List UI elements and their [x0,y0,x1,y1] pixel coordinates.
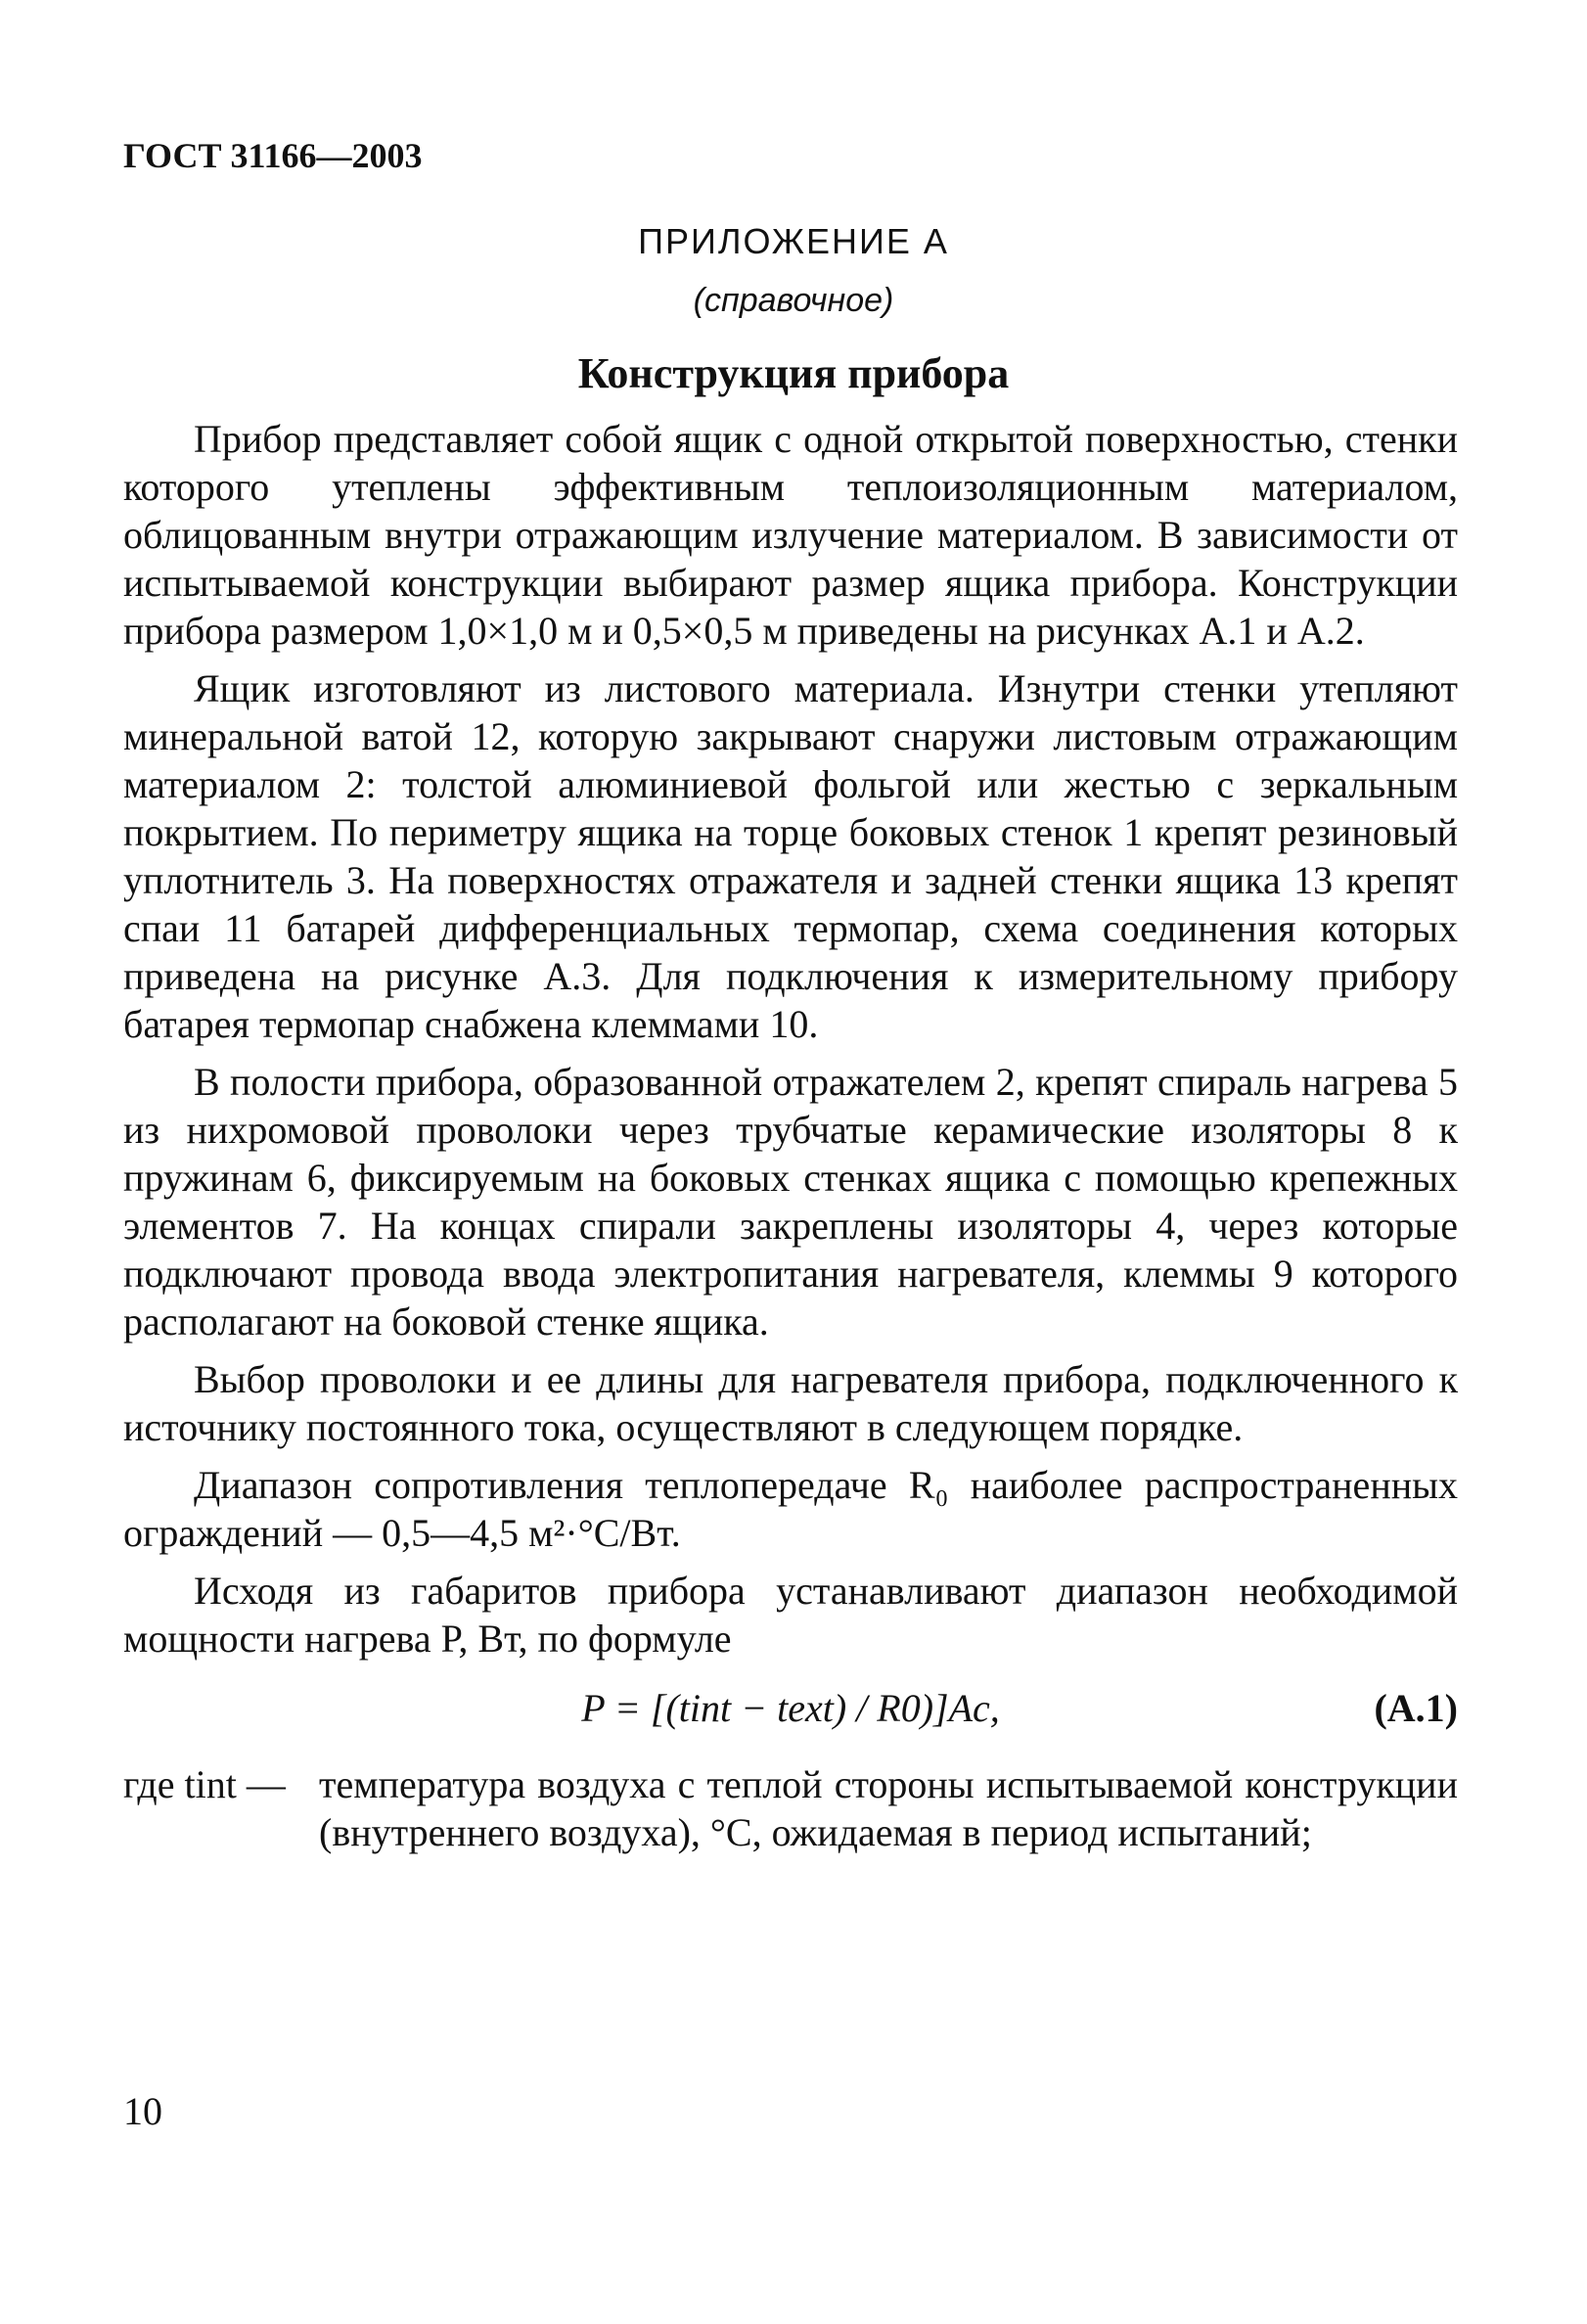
paragraph-1: Прибор представляет собой ящик с одной открытой поверхностью, стенки которого утеплены эффективным теплоизоляционным материалом, облицованным внутри отражающим излучение материалом. В зависимости от испытываемой конструкции выбирают размер ящика прибора. Конструкции прибора размером 1,0×1,0 м и 0,5×0,5 м приведены на рисунках А.1 и А.2. [123,417,1458,653]
paragraph-3: В полости прибора, образованной отражателем 2, крепят спираль нагрева 5 из нихромовой проволоки через трубчатые керамические изоляторы 8 к пружинам 6, фиксируемым на боковых стенках ящика с помощью крепежных элементов 7. На концах спирали закреплены изоляторы 4, через которые подключают провода ввода электропитания нагревателя, клеммы 9 которого располагают на боковой стенке ящика. [123,1060,1458,1344]
equation-number: (А.1) [1374,1686,1458,1730]
formula-row [123,1678,1458,1741]
where-text: температура воздуха с теплой стороны испытываемой конструкции (внутреннего воздуха), °С, ожидаемая в период испытаний; [319,1762,1458,1854]
section-title: Конструкция прибора [577,349,1010,397]
where-label: где tint — [123,1762,286,1806]
where-definition [123,1760,1458,1856]
paragraph-6: Исходя из габаритов прибора устанавливают диапазон необходимой мощности нагрева P, Вт, по формуле [123,1569,1458,1661]
document-body [123,415,1458,1856]
appendix-kind: (справочное) [693,282,894,319]
paragraph-4: Выбор проволоки и ее длины для нагревателя прибора, подключенного к источнику постоянного тока, осуществляют в следующем порядке. [123,1357,1458,1449]
appendix-title: ПРИЛОЖЕНИЕ А [638,221,949,261]
formula-expression: P = [(tint − text) / R0)]Ac, [581,1686,1000,1730]
page-number: 10 [123,2089,162,2133]
standard-header: ГОСТ 31166—2003 [123,136,423,175]
paragraph-5: Диапазон сопротивления теплопередаче R₀ наиболее распространенных ограждений — 0,5—4,5 м²·°С/Вт. [123,1463,1458,1555]
paragraph-2: Ящик изготовляют из листового материала. Изнутри стенки утепляют минеральной ватой 12, которую закрывают снаружи листовым отражающим материалом 2: толстой алюминиевой фольгой или жестью с зеркальным покрытием. По периметру ящика на торце боковых стенок 1 крепят резиновый уплотнитель 3. На поверхностях отражателя и задней стенки ящика 13 крепят спаи 11 батарей дифференциальных термопар, схема соединения которых приведена на рисунке А.3. Для подключения к измерительному прибору батарея термопар снабжена клеммами 10. [123,666,1458,1046]
